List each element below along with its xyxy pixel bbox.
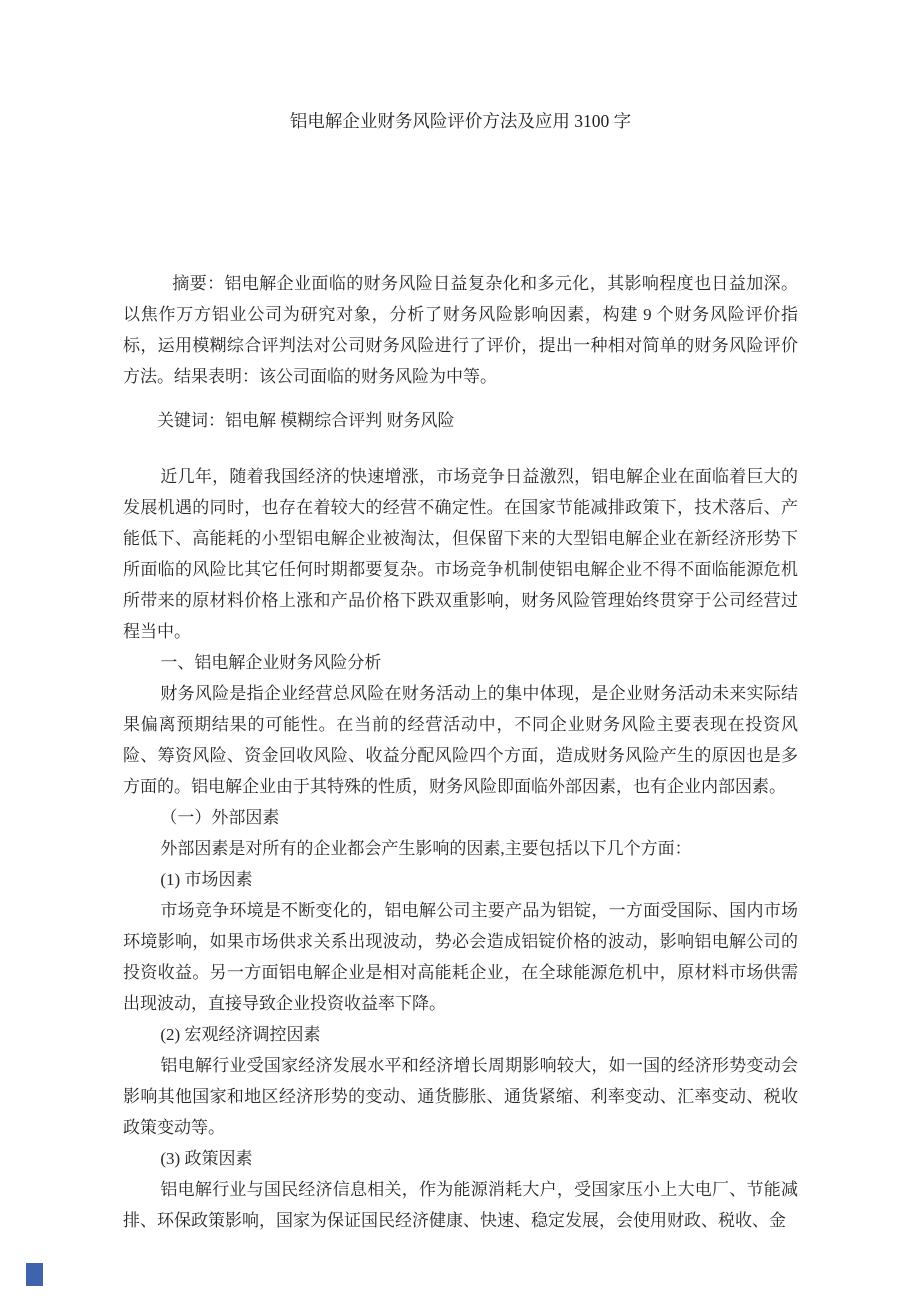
section-heading-financial-risk-analysis: 一、铝电解企业财务风险分析 (160, 653, 382, 672)
intro-paragraph: 近几年，随着我国经济的快速增涨，市场竞争日益激烈，铝电解企业在面临着巨大的发展机遇的同时，也存在着较大的经营不确定性。在国家节能减排政策下，技术落后、产能低下、高能耗的小型铝电解企业被淘汰，但保留下来的大型铝电解企业在新经济形势下所面临的风险比其它任何时期都要复杂。市场竞争机制使铝电解企业不得不面临能源危机所带来的原材料价格上涨和产品价格下跌双重影响，财务风险管理始终贯穿于公司经营过程当中。 (123, 467, 798, 641)
keywords-line: 关键词：铝电解 模糊综合评判 财务风险 (157, 411, 455, 430)
subsection-heading-external-factors: （一）外部因素 (160, 808, 280, 827)
blue-square-mark (26, 1263, 43, 1286)
paragraph-financial-risk-definition: 财务风险是指企业经营总风险在财务活动上的集中体现，是企业财务活动未来实际结果偏离预期结果的可能性。在当前的经营活动中，不同企业财务风险主要表现在投资风险、筹资风险、资金回收风险、收益分配风险四个方面，造成财务风险产生的原因也是多方面的。铝电解企业由于其特殊的性质，财务风险即面临外部因素，也有企业内部因素。 (123, 684, 798, 796)
paragraph-external-factors-intro: 外部因素是对所有的企业都会产生影响的因素,主要包括以下几个方面： (160, 839, 692, 858)
list-item-macro-economy-factor-heading: (2) 宏观经济调控因素 (160, 1025, 321, 1044)
paragraph-market-factor: 市场竞争环境是不断变化的，铝电解公司主要产品为铝锭，一方面受国际、国内市场环境影响，如果市场供求关系出现波动，势必会造成铝锭价格的波动，影响铝电解公司的投资收益。另一方面铝电解企业是相对高能耗企业，在全球能源危机中，原材料市场供需出现波动，直接导致企业投资收益率下降。 (123, 901, 798, 1013)
abstract-paragraph: 摘要：铝电解企业面临的财务风险日益复杂化和多元化，其影响程度也日益加深。以焦作万方铝业公司为研究对象，分析了财务风险影响因素，构建 9 个财务风险评价指标，运用模糊综合评判法对公司财务风险进行了评价，提出一种相对简单的财务风险评价方法。结果表明：该公司面临的财务风险为中等。 (123, 274, 798, 386)
paragraph-macro-economy-factor: 铝电解行业受国家经济发展水平和经济增长周期影响较大，如一国的经济形势变动会影响其他国家和地区经济形势的变动、通货膨胀、通货紧缩、利率变动、汇率变动、税收政策变动等。 (123, 1056, 798, 1137)
list-item-market-factor-heading: (1) 市场因素 (160, 870, 253, 889)
document-content (123, 0, 798, 1236)
paragraph-policy-factor: 铝电解行业与国民经济信息相关，作为能源消耗大户，受国家压小上大电厂、节能减排、环保政策影响，国家为保证国民经济健康、快速、稳定发展，会使用财政、税收、金 (123, 1180, 798, 1230)
list-item-policy-factor-heading: (3) 政策因素 (160, 1149, 253, 1168)
doc-title: 铝电解企业财务风险评价方法及应用 3100 字 (289, 111, 632, 131)
